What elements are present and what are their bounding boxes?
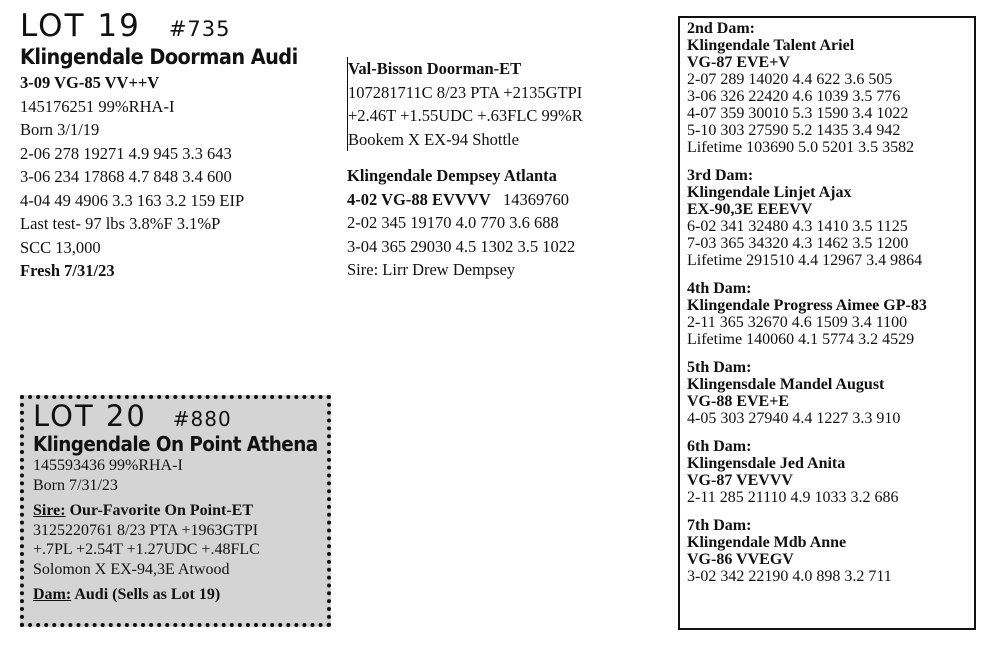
lot-19-classification: 3-09 VG-85 VV++V (20, 73, 160, 92)
dam-name: Klingendale Progress Aimee GP-83 (687, 297, 927, 314)
dam-record: 6-02 341 32480 4.3 1410 3.5 1125 (687, 218, 908, 235)
dam-sire: Sire: Lirr Drew Dempsey (347, 260, 516, 279)
lot-19-registration: 145176251 99%RHA-I (20, 96, 175, 116)
dam-7-section (687, 517, 974, 585)
dam-record: Lifetime 140060 4.1 5774 3.2 4529 (687, 331, 915, 348)
sire-line: +2.46T +1.55UDC +.63FLC 99%R (348, 106, 583, 125)
lot-19-header (20, 8, 340, 44)
lot-20-sire-line (33, 501, 327, 521)
dam-classification: EX-90,3E EEEVV (687, 201, 813, 218)
dam-5-section (687, 359, 974, 427)
lot-19-fresh: Fresh 7/31/23 (20, 261, 115, 280)
dam-name: Klingendale Dempsey Atlanta (347, 166, 557, 185)
lot-20-sire-label: Sire: (33, 502, 66, 519)
maternal-line-box (678, 16, 976, 630)
dam-heading: 2nd Dam: (687, 20, 756, 37)
lot-19-scc: SCC 13,000 (20, 237, 101, 257)
sire-name: Val-Bisson Doorman-ET (348, 59, 522, 78)
lot-20-sire-detail: +.7PL +2.54T +1.27UDC +.48FLC (33, 541, 260, 558)
dam-heading: 3rd Dam: (687, 167, 754, 184)
dam-record: 2-11 285 21110 4.9 1033 3.2 686 (687, 489, 899, 506)
dam-classification-line (347, 188, 647, 212)
dam-name: Klingendale Linjet Ajax (687, 184, 852, 201)
dam-4-section (687, 280, 974, 348)
dam-heading: 6th Dam: (687, 438, 752, 455)
dam-record: 4-05 303 27940 4.4 1227 3.3 910 (687, 410, 901, 427)
dam-classification: VG-88 EVE+E (687, 393, 790, 410)
dam-3-section (687, 167, 974, 269)
lot-19-record: 4-04 49 4906 3.3 163 3.2 159 EIP (20, 190, 245, 210)
lot-20-dam-line (33, 585, 327, 605)
dam-2-section (687, 20, 974, 156)
lot-20-section (20, 395, 331, 627)
lot-20-tag: #880 (172, 407, 232, 431)
lot-20-animal-name: Klingendale On Point Athena (33, 432, 318, 456)
dam-record: Lifetime 291510 4.4 12967 3.4 9864 (687, 252, 923, 269)
dam-classification: VG-87 VEVVV (687, 472, 793, 489)
sire-line: 107281711C 8/23 PTA +2135GTPI (348, 82, 583, 102)
sire-line: Bookem X EX-94 Shottle (348, 129, 519, 149)
lot-20-dam-text: Audi (Sells as Lot 19) (74, 586, 221, 603)
lot-19-tag: #735 (168, 17, 231, 41)
dam-record: 4-07 359 30010 5.3 1590 3.4 1022 (687, 105, 909, 122)
dam-record: 3-06 326 22420 4.6 1039 3.5 776 (687, 88, 901, 105)
lot-20-sire-name: Our-Favorite On Point-ET (69, 502, 253, 519)
lot-20-born: Born 7/31/23 (33, 476, 118, 494)
lot-20-sire-detail: Solomon X EX-94,3E Atwood (33, 560, 230, 578)
dam-record: 3-02 342 22190 4.0 898 3.2 711 (687, 568, 892, 585)
dam-record: 7-03 365 34320 4.3 1462 3.5 1200 (687, 235, 909, 252)
dam-record: Lifetime 103690 5.0 5201 3.5 3582 (687, 139, 915, 156)
dam-block (347, 164, 647, 282)
dam-name: Klingensdale Jed Anita (687, 455, 846, 472)
sire-block (347, 57, 647, 151)
lot-19-last-test: Last test- 97 lbs 3.8%F 3.1%P (20, 214, 221, 233)
dam-heading: 5th Dam: (687, 359, 752, 376)
lot-19-born: Born 3/1/19 (20, 120, 100, 139)
dam-name: Klingendale Talent Ariel (687, 37, 855, 54)
dam-classification: 4-02 VG-88 EVVVV (347, 189, 491, 209)
pedigree-column (347, 57, 647, 282)
lot-19-record: 2-06 278 19271 4.9 945 3.3 643 (20, 143, 232, 163)
lot-19-animal-name: Klingendale Doorman Audi (20, 45, 298, 69)
lot-20-header (33, 399, 327, 433)
dam-heading: 7th Dam: (687, 517, 752, 534)
dam-record: 2-07 289 14020 4.4 622 3.6 505 (687, 71, 893, 88)
dam-6-section (687, 438, 974, 506)
dam-record: 2-02 345 19170 4.0 770 3.6 688 (347, 213, 559, 232)
lot-20-title: LOT 20 (33, 399, 147, 433)
dam-record: 3-04 365 29030 4.5 1302 3.5 1022 (347, 236, 576, 256)
dam-classification: VG-86 VVEGV (687, 551, 794, 568)
dam-record: 5-10 303 27590 5.2 1435 3.4 942 (687, 122, 901, 139)
lot-19-record: 3-06 234 17868 4.7 848 3.4 600 (20, 167, 232, 186)
lot-20-dam-label: Dam: (33, 586, 72, 603)
dam-name: Klingendale Mdb Anne (687, 534, 847, 551)
lot-20-sire-detail: 3125220761 8/23 PTA +1963GTPI (33, 521, 259, 539)
dam-heading: 4th Dam: (687, 280, 752, 297)
dam-classification: VG-87 EVE+V (687, 54, 790, 71)
lot-19-title: LOT 19 (20, 8, 141, 44)
dam-registration: 14369760 (503, 189, 569, 209)
lot-19-section (20, 8, 340, 283)
lot-20-registration: 145593436 99%RHA-I (33, 457, 183, 474)
dam-record: 2-11 365 32670 4.6 1509 3.4 1100 (687, 314, 908, 331)
dam-name: Klingensdale Mandel August (687, 376, 885, 393)
